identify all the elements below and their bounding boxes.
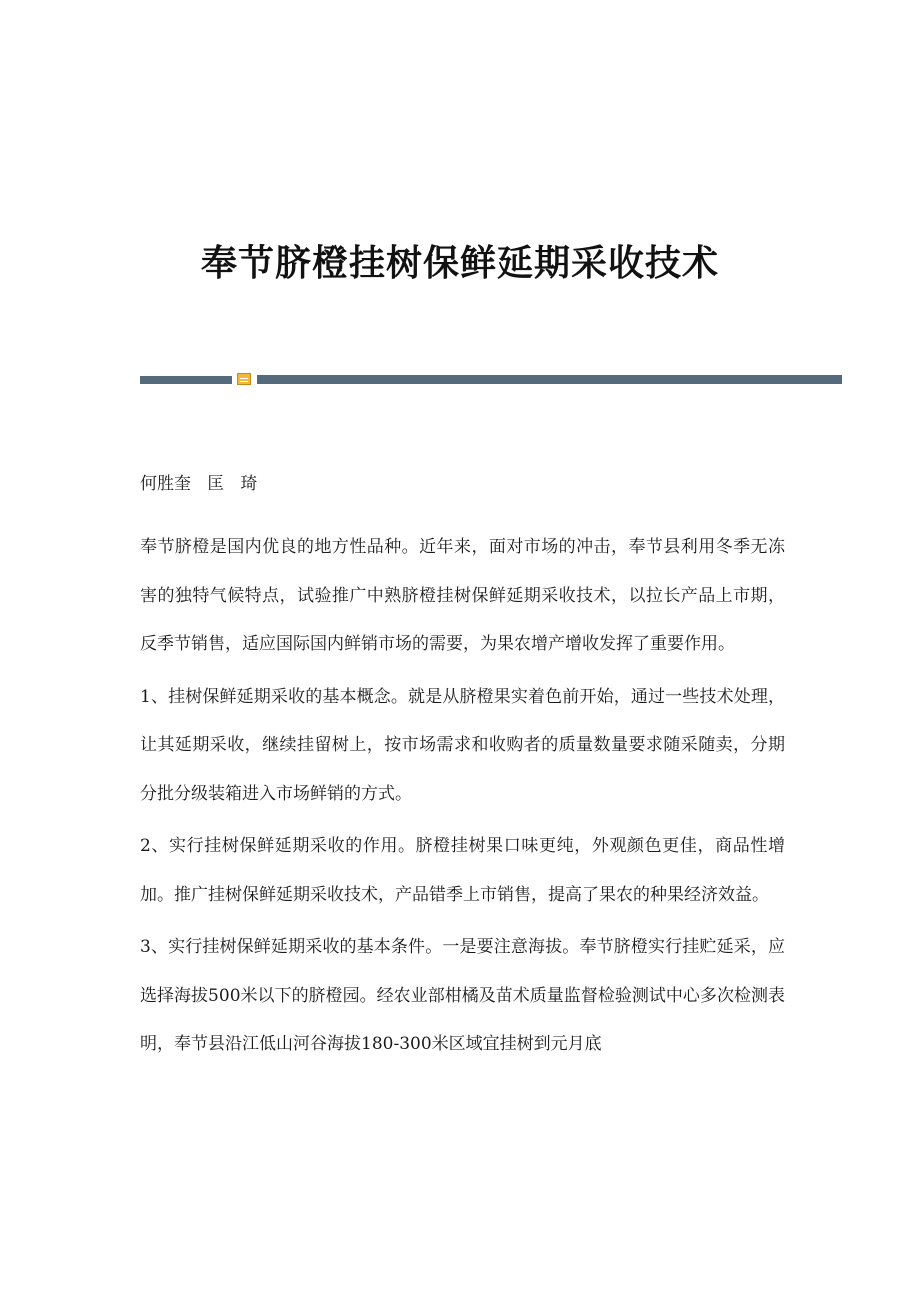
page-title: 奉节脐橙挂树保鲜延期采收技术 <box>200 242 719 285</box>
paragraph-intro: 奉节脐橙是国内优良的地方性品种。近年来，面对市场的冲击，奉节县利用冬季无冻害的独特气候特点，试验推广中熟脐橙挂树保鲜延期采收技术，以拉长产品上市期，反季节销售，适应国际国内鲜销市场的需要，为果农增产增收发挥了重要作用。 <box>140 537 785 654</box>
divider-emblem-icon <box>237 373 251 385</box>
paragraph-section-1: 1、挂树保鲜延期采收的基本概念。就是从脐橙果实着色前开始，通过一些技术处理，让其延期采收，继续挂留树上，按市场需求和收购者的质量数量要求随采随卖，分期分批分级装箱进入市场鲜销的方式。 <box>140 686 785 804</box>
paragraph-section-3: 3、实行挂树保鲜延期采收的基本条件。一是要注意海拔。奉节脐橙实行挂贮延采，应选择海拔500米以下的脐橙园。经农业部柑橘及苗术质量监督检验测试中心多次检测表明，奉节县沿江低山河谷海拔180-300米区域宜挂树到元月底 <box>140 937 785 1054</box>
paragraph-section-2: 2、实行挂树保鲜延期采收的作用。脐橙挂树果口味更纯，外观颜色更佳，商品性增加。推广挂树保鲜延期采收技术，产品错季上市销售，提高了果农的种果经济效益。 <box>140 836 785 905</box>
divider-bar-right <box>257 375 842 384</box>
author-line: 何胜奎 匡 琦 <box>140 474 258 494</box>
article-body <box>140 523 785 1073</box>
title-divider <box>140 370 842 390</box>
divider-bar-left <box>140 376 232 384</box>
